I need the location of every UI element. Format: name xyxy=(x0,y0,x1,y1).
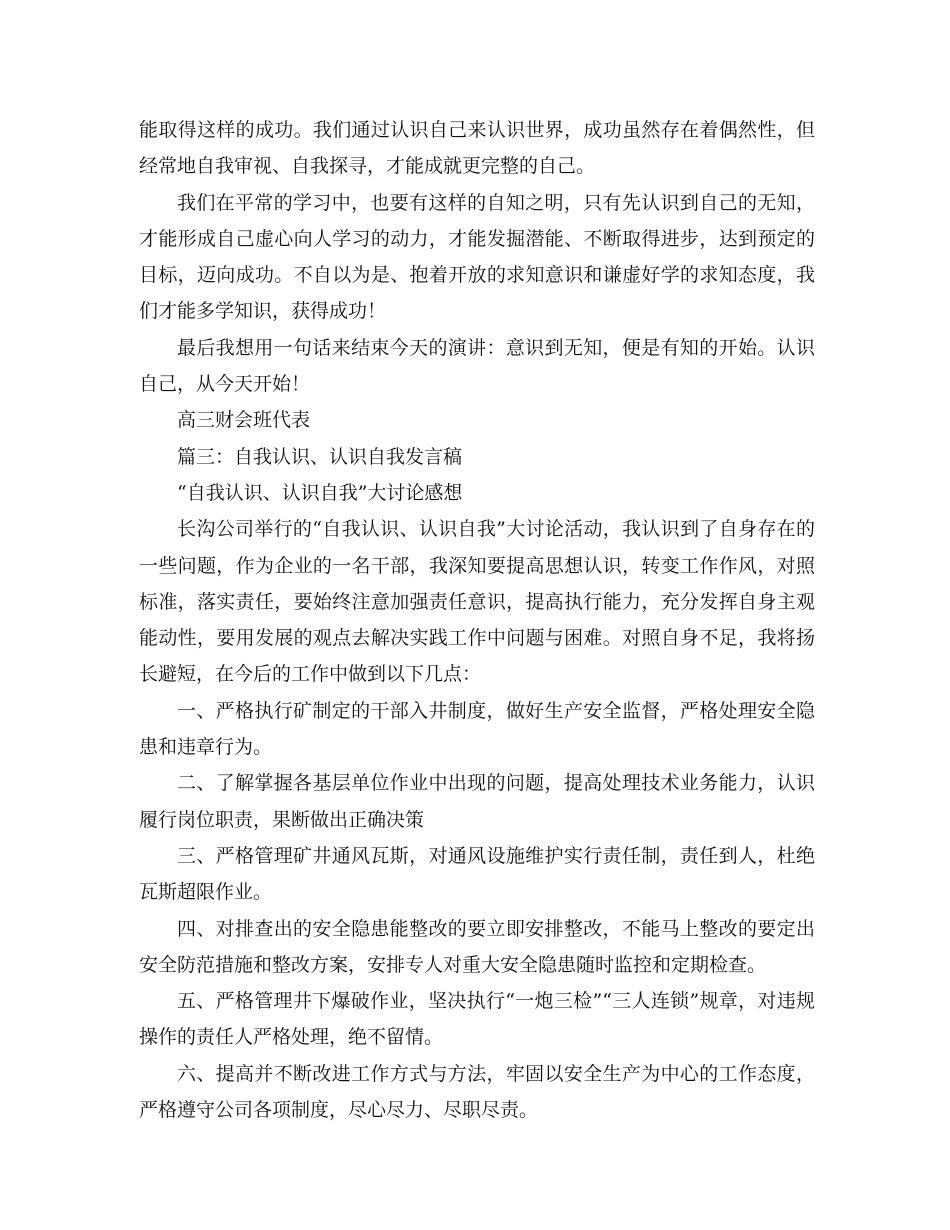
subheading: “自我认识、认识自我”大讨论感想 xyxy=(177,481,463,504)
list-item-4: 四、对排查出的安全隐患能整改的要立即安排整改，不能马上整改的要定出安全防范措施和整改方案，安排专人对重大安全隐患随时监控和定期检查。 xyxy=(139,917,815,976)
signature-line: 高三财会班代表 xyxy=(177,409,311,432)
paragraph-2: 我们在平常的学习中，也要有这样的自知之明，只有先认识到自己的无知，才能形成自己虚心向人学习的动力，才能发掘潜能、不断取得进步，达到预定的目标，迈向成功。不自以为是、抱着开放的求知意识和谦虚好学的求知态度，我们才能多学知识，获得成功！ xyxy=(139,191,815,323)
paragraph-1: 能取得这样的成功。我们通过认识自己来认识世界，成功虽然存在着偶然性，但经常地自我审视、自我探寻，才能成就更完整的自己。 xyxy=(139,119,815,178)
list-item-3: 三、严格管理矿井通风瓦斯，对通风设施维护实行责任制，责任到人，杜绝瓦斯超限作业。 xyxy=(139,844,815,904)
paragraph-3: 最后我想用一句话来结束今天的演讲：意识到无知，便是有知的开始。认识自己，从今天开始！ xyxy=(139,336,815,396)
document-body xyxy=(139,112,815,1128)
list-item-2: 二、了解掌握各基层单位作业中出现的问题，提高处理技术业务能力，认识履行岗位职责，果断做出正确决策 xyxy=(139,772,815,831)
list-item-5: 五、严格管理井下爆破作业，坚决执行“一炮三检”“三人连锁”规章，对违规操作的责任人严格处理，绝不留情。 xyxy=(139,990,815,1049)
list-item-1: 一、严格执行矿制定的干部入井制度，做好生产安全监督，严格处理安全隐患和违章行为。 xyxy=(139,699,815,759)
section-heading: 篇三：自我认识、认识自我发言稿 xyxy=(177,445,463,468)
paragraph-7: 长沟公司举行的“自我认识、认识自我”大讨论活动，我认识到了自身存在的一些问题，作为企业的一名干部，我深知要提高思想认识，转变工作作风，对照标准，落实责任，要始终注意加强责任意识，提高执行能力，充分发挥自身主观能动性，要用发展的观点去解决实践工作中问题与困难。对照自身不足，我将扬长避短，在今后的工作中做到以下几点： xyxy=(139,518,815,686)
list-item-6: 六、提高并不断改进工作方式与方法，牢固以安全生产为中心的工作态度，严格遵守公司各项制度，尽心尽力、尽职尽责。 xyxy=(139,1062,815,1122)
